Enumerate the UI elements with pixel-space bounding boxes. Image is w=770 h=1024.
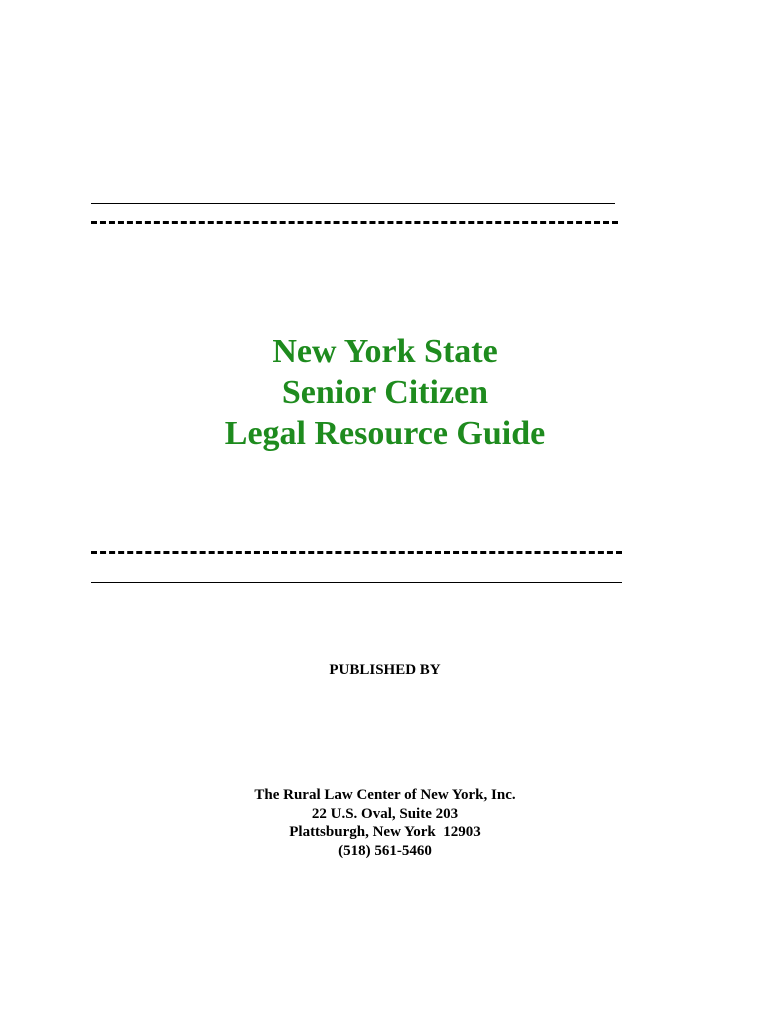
publisher-address-line-2: Plattsburgh, New York 12903 (289, 824, 481, 840)
publisher-phone: (518) 561-5460 (338, 842, 432, 859)
bottom-dashed-rule (91, 551, 622, 554)
top-dashed-rule (91, 221, 618, 224)
top-solid-rule (91, 203, 615, 204)
title-line-1: New York State (272, 333, 498, 370)
publisher-address-line-1: 22 U.S. Oval, Suite 203 (311, 805, 459, 822)
published-by-label: PUBLISHED BY (329, 662, 441, 678)
publisher-block (0, 786, 770, 860)
document-title (0, 331, 770, 454)
title-line-3: Legal Resource Guide (224, 415, 546, 452)
title-line-2: Senior Citizen (281, 374, 489, 411)
publisher-name: The Rural Law Center of New York, Inc. (254, 787, 516, 803)
bottom-solid-rule (91, 582, 622, 583)
